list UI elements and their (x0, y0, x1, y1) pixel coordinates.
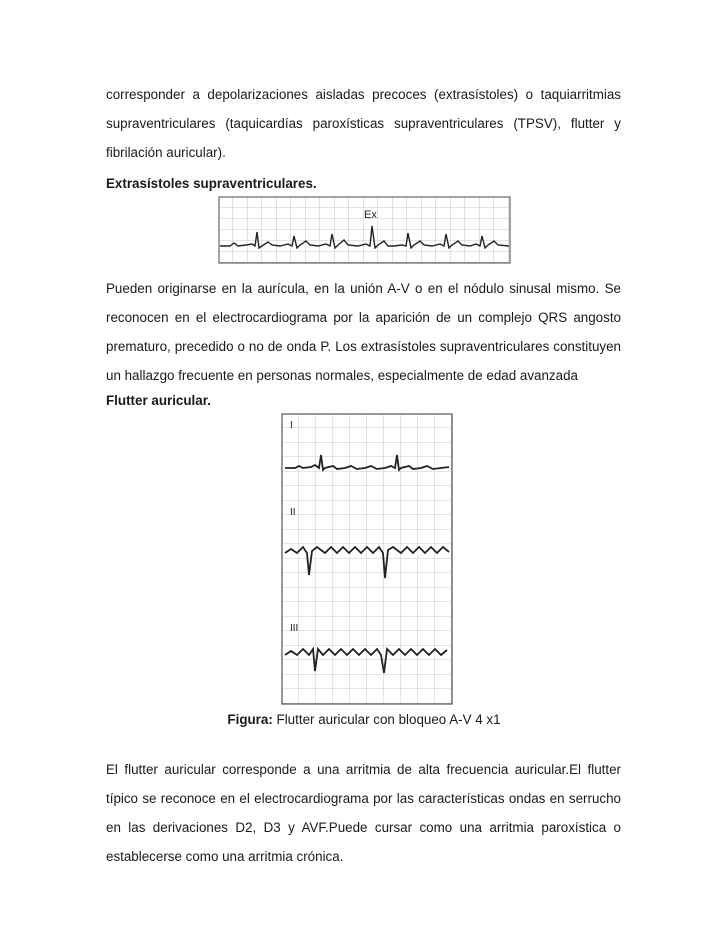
lead-label-ii: II (290, 507, 296, 518)
ecg-flutter-figure (281, 413, 453, 705)
caption-label: Figura: (227, 712, 273, 727)
ecg-extrasystole-figure (218, 196, 511, 264)
paragraph-flutter: El flutter auricular corresponde a una arritmia de alta frecuencia auricular.El flutter típico se reconoce en el electrocardiograma por las características ondas en serrucho en las derivaciones D2, D3 y AVF.Puede cursar como una arritmia paroxística o establecerse como una arritmia crónica. (106, 762, 621, 864)
figure-caption (0, 712, 728, 727)
paragraph-extrasystoles: Pueden originarse en la aurícula, en la unión A-V o en el nódulo sinusal mismo. Se reconocen en el electrocardiograma por la aparición de un complejo QRS angosto prematuro, precedido o no de onda P. Los extrasístoles supraventriculares constituyen un hallazgo frecuente en personas normales, especialmente de edad avanzada (106, 281, 621, 383)
heading-extrasystoles: Extrasístoles supraventriculares. (106, 176, 317, 191)
caption-text: Flutter auricular con bloqueo A-V 4 x1 (272, 712, 501, 727)
ecg-extrasystole-label: Ex (364, 209, 377, 221)
lead-label-i: I (290, 420, 293, 431)
heading-flutter: Flutter auricular. (106, 393, 211, 408)
paragraph-intro: corresponder a depolarizaciones aisladas precoces (extrasístoles) o taquiarritmias supraventriculares (taquicardías paroxísticas supraventriculares (TPSV), flutter y fibrilación auricular). (106, 87, 621, 160)
lead-label-iii: III (290, 623, 299, 634)
